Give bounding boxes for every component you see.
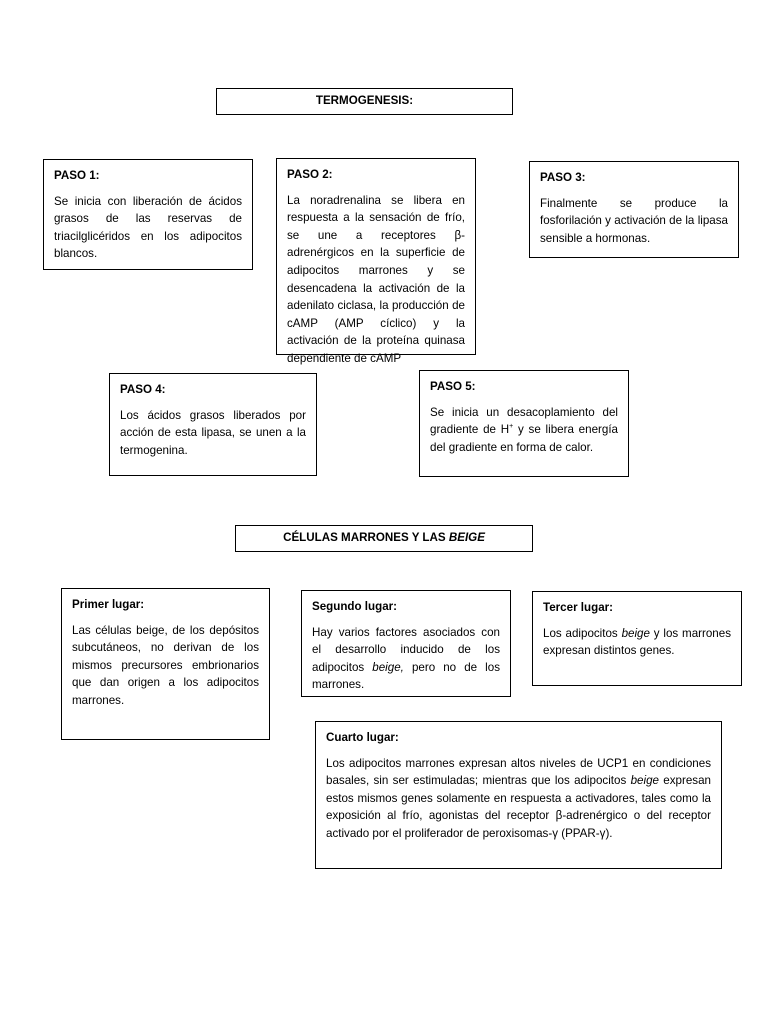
primer-lugar-title: Primer lugar: [72,598,145,611]
paso-5-text: Se inicia un desacoplamiento del gradiente de H+ y se libera energía del gradiente en forma de calor. [430,405,618,454]
tercer-lugar-box [532,591,742,686]
cuarto-lugar-box [315,721,722,869]
primer-lugar-box [61,588,270,740]
paso-3-title: PASO 3: [540,171,586,184]
paso-3-text: Finalmente se produce la fosforilación y activación de la lipasa sensible a hormonas. [540,196,728,245]
tercer-lugar-text: Los adipocitos beige y los marrones expresan distintos genes. [543,626,732,658]
paso-4-box [109,373,317,476]
cuarto-lugar-text: Los adipocitos marrones expresan altos niveles de UCP1 en condiciones basales, sin ser estimuladas; mientras que los adipocitos beige expresan estos mismos genes solamente en respuesta a activadores, tales como la exposición al frío, agonistas del receptor β-adrenérgico o del receptor activado por el proliferador de peroxisomas-γ (PPAR-γ). [326,756,711,840]
paso-1-text: Se inicia con liberación de ácidos grasos de las reservas de triacilglicéridos en los adipocitos blancos. [54,194,242,261]
paso-2-text: La noradrenalina se libera en respuesta a la sensación de frío, se une a receptores β- adrenérgicos en la superficie de adipocitos marrones y se desencadena la activación de la adenilato ciclasa, la producción de cAMP (AMP cíclico) y la activación de la proteína quinasa dependiente de cAMP [287,193,465,365]
termogenesis-title: TERMOGENESIS: [216,88,513,115]
paso-3-box [529,161,739,258]
segundo-lugar-title: Segundo lugar: [312,600,398,613]
primer-lugar-text: Las células beige, de los depósitos subcutáneos, no derivan de los mismos precursores embrionarios que dan origen a los adipocitos marrones. [72,623,259,707]
paso-5-title: PASO 5: [430,380,476,393]
paso-5-box [419,370,629,477]
segundo-lugar-box [301,590,511,697]
paso-1-box [43,159,253,270]
segundo-lugar-text: Hay varios factores asociados con el desarrollo inducido de los adipocitos beige, pero no de los marrones. [312,625,500,692]
paso-2-box [276,158,476,365]
paso-1-title: PASO 1: [54,169,100,182]
paso-4-text: Los ácidos grasos liberados por acción de esta lipasa, se unen a la termogenina. [120,408,306,457]
cuarto-lugar-title: Cuarto lugar: [326,731,399,744]
paso-2-title: PASO 2: [287,168,333,181]
celulas-title: CÉLULAS MARRONES Y LAS BEIGE [235,525,533,552]
paso-4-title: PASO 4: [120,383,166,396]
tercer-lugar-title: Tercer lugar: [543,601,614,614]
